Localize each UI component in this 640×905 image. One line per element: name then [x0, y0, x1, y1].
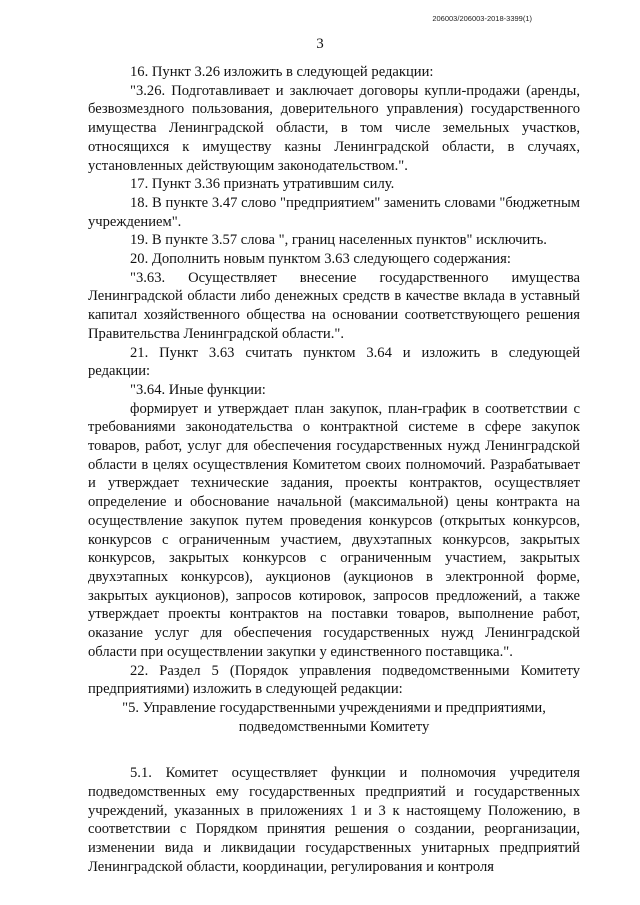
paragraph: "3.64. Иные функции:: [130, 381, 266, 398]
blank-line: [88, 736, 580, 764]
paragraph: "3.63. Осуществляет внесение государственного имущества Ленинградской области либо денежных средств в качестве вклада в уставный капитал хозяйственного общества на основании соответствующего решения Правительства Ленинградской области.".: [88, 269, 580, 342]
paragraph: 22. Раздел 5 (Порядок управления подведомственными Комитету предприятиями) изложить в следующей редакции:: [88, 662, 580, 698]
document-body: [88, 63, 580, 877]
paragraph: формирует и утверждает план закупок, план-график в соответствии с требованиями законодательства о контрактной системе в сфере закупок товаров, работ, услуг для обеспечения государственных нужд Ленинградской области в целях осуществления Комитетом своих полномочий. Разрабатывает и утверждает технические задания, проекты контрактов, осуществляет определение и обоснование начальной (максимальной) цены контракта на осуществление закупок путем проведения конкурсов (открытых конкурсов, конкурсов с ограниченным участием, двухэтапных конкурсов, закрытых конкурсов, закрытых конкурсов с ограниченным участием, закрытых двухэтапных конкурсов), аукционов (аукционов в электронной форме, закрытых аукционов), запросов котировок, запросов предложений, а также утверждает проекты контрактов на поставки товаров, выполнение работ, оказание услуг для обеспечения государственных нужд Ленинградской области при осуществлении закупки у единственного поставщика.".: [88, 400, 580, 660]
paragraph: 16. Пункт 3.26 изложить в следующей редакции:: [130, 64, 434, 80]
paragraph: 20. Дополнить новым пунктом 3.63 следующего содержания:: [130, 251, 511, 268]
paragraph: 18. В пункте 3.47 слово "предприятием" заменить словами "бюджетным учреждением".: [88, 194, 580, 230]
page-number: 3: [316, 36, 324, 52]
paragraph: 17. Пункт 3.36 признать утратившим силу.: [130, 176, 395, 193]
paragraph: 21. Пункт 3.63 считать пунктом 3.64 и изложить в следующей редакции:: [88, 344, 580, 380]
paragraph: "3.26. Подготавливает и заключает договоры купли-продажи (аренды, безвозмездного пользования, доверительного управления) государственного имущества Ленинградской области, в том числе земельных участков, относящихся к имуществу казны Ленинградской области, в случаях, установленных действующим законодательством.".: [88, 82, 580, 174]
paragraph: 5.1. Комитет осуществляет функции и полномочия учредителя подведомственных ему государственных предприятий и государственных учреждений, указанных в приложениях 1 и 3 к настоящему Положению, в соответствии с Порядком принятия решения о создании, реорганизации, изменении вида и ликвидации государственных унитарных предприятий Ленинградской области, координации, регулирования и контроля: [88, 765, 580, 875]
section-heading: "5. Управление государственными учреждениями и предприятиями, подведомственными Комитету: [122, 699, 546, 735]
document-id: 206003/206003-2018-3399(1): [432, 14, 532, 23]
paragraph: 19. В пункте 3.57 слова ", границ населенных пунктов" исключить.: [130, 232, 547, 249]
